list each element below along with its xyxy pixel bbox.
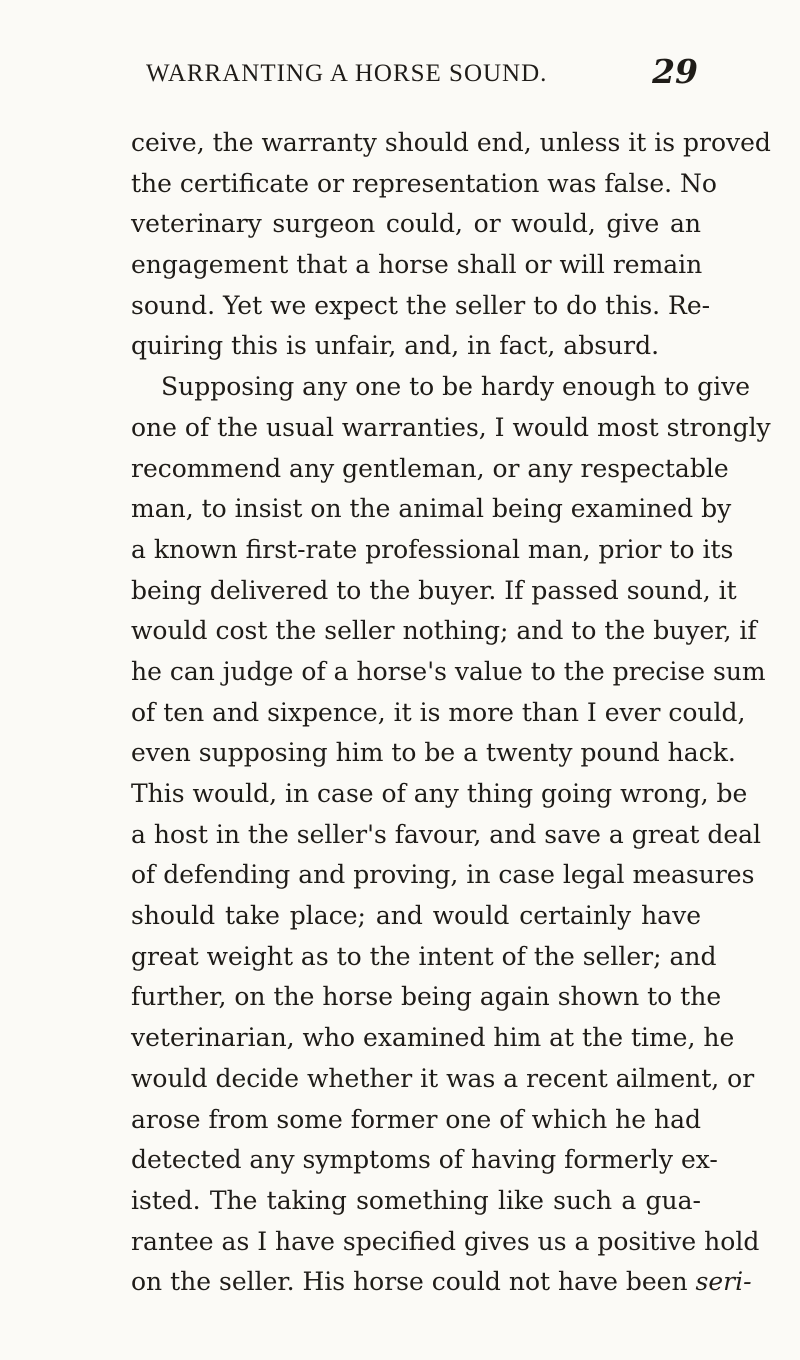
text-line-29 [131, 1262, 752, 1303]
text-line-26: detected any symptoms of having formerly ex- [131, 1145, 718, 1175]
text-line-17: This would, in case of any thing going wrong, be [131, 779, 748, 808]
text-line-14: he can judge of a horse's value to the precise sum [131, 656, 766, 686]
text-line-9: recommend any gentleman, or any respectable [131, 453, 729, 483]
text-line-13: would cost the seller nothing; and to the buyer, if [131, 616, 757, 646]
text-line-11: a known first-rate professional man, prior to its [131, 534, 734, 564]
running-head [128, 52, 698, 100]
running-title: WARRANTING A HORSE SOUND. [146, 60, 548, 87]
text-line-3: veterinary surgeon could, or would, give an [131, 209, 701, 239]
text-line-29-italic: seri- [695, 1267, 752, 1297]
text-line-19: of defending and proving, in case legal measures [131, 860, 755, 890]
text-line-6: quiring this is unfair, and, in fact, absurd. [131, 331, 660, 361]
text-line-24: would decide whether it was a recent ailment, or [131, 1063, 755, 1093]
text-line-25: arose from some former one of which he had [131, 1104, 701, 1134]
text-line-16: even supposing him to be a twenty pound hack. [131, 738, 736, 768]
text-line-27: isted. The taking something like such a gua- [131, 1185, 701, 1215]
text-line-21: great weight as to the intent of the seller; and [131, 941, 717, 971]
page-number: 29 [652, 52, 698, 91]
text-line-2: the certificate or representation was false. No [131, 168, 717, 198]
text-line-12: being delivered to the buyer. If passed sound, it [131, 575, 737, 605]
text-line-28: rantee as I have specified gives us a positive hold [131, 1226, 760, 1256]
text-line-29-roman: on the seller. His horse could not have been [131, 1267, 688, 1297]
text-line-22: further, on the horse being again shown to the [131, 982, 722, 1012]
text-line-8: one of the usual warranties, I would most strongly [131, 412, 771, 442]
text-line-5: sound. Yet we expect the seller to do this. Re- [131, 290, 711, 320]
text-line-4: engagement that a horse shall or will remain [131, 250, 703, 280]
text-line-18: a host in the seller's favour, and save a great deal [131, 819, 762, 849]
body-text [131, 123, 771, 1303]
text-line-7: Supposing any one to be hardy enough to give [161, 372, 751, 402]
text-line-10: man, to insist on the animal being examined by [131, 494, 732, 524]
text-line-1: ceive, the warranty should end, unless it is proved [131, 128, 771, 157]
text-line-20: should take place; and would certainly have [131, 901, 701, 931]
text-line-23: veterinarian, who examined him at the time, he [131, 1023, 735, 1053]
text-line-15: of ten and sixpence, it is more than I ever could, [131, 697, 746, 727]
